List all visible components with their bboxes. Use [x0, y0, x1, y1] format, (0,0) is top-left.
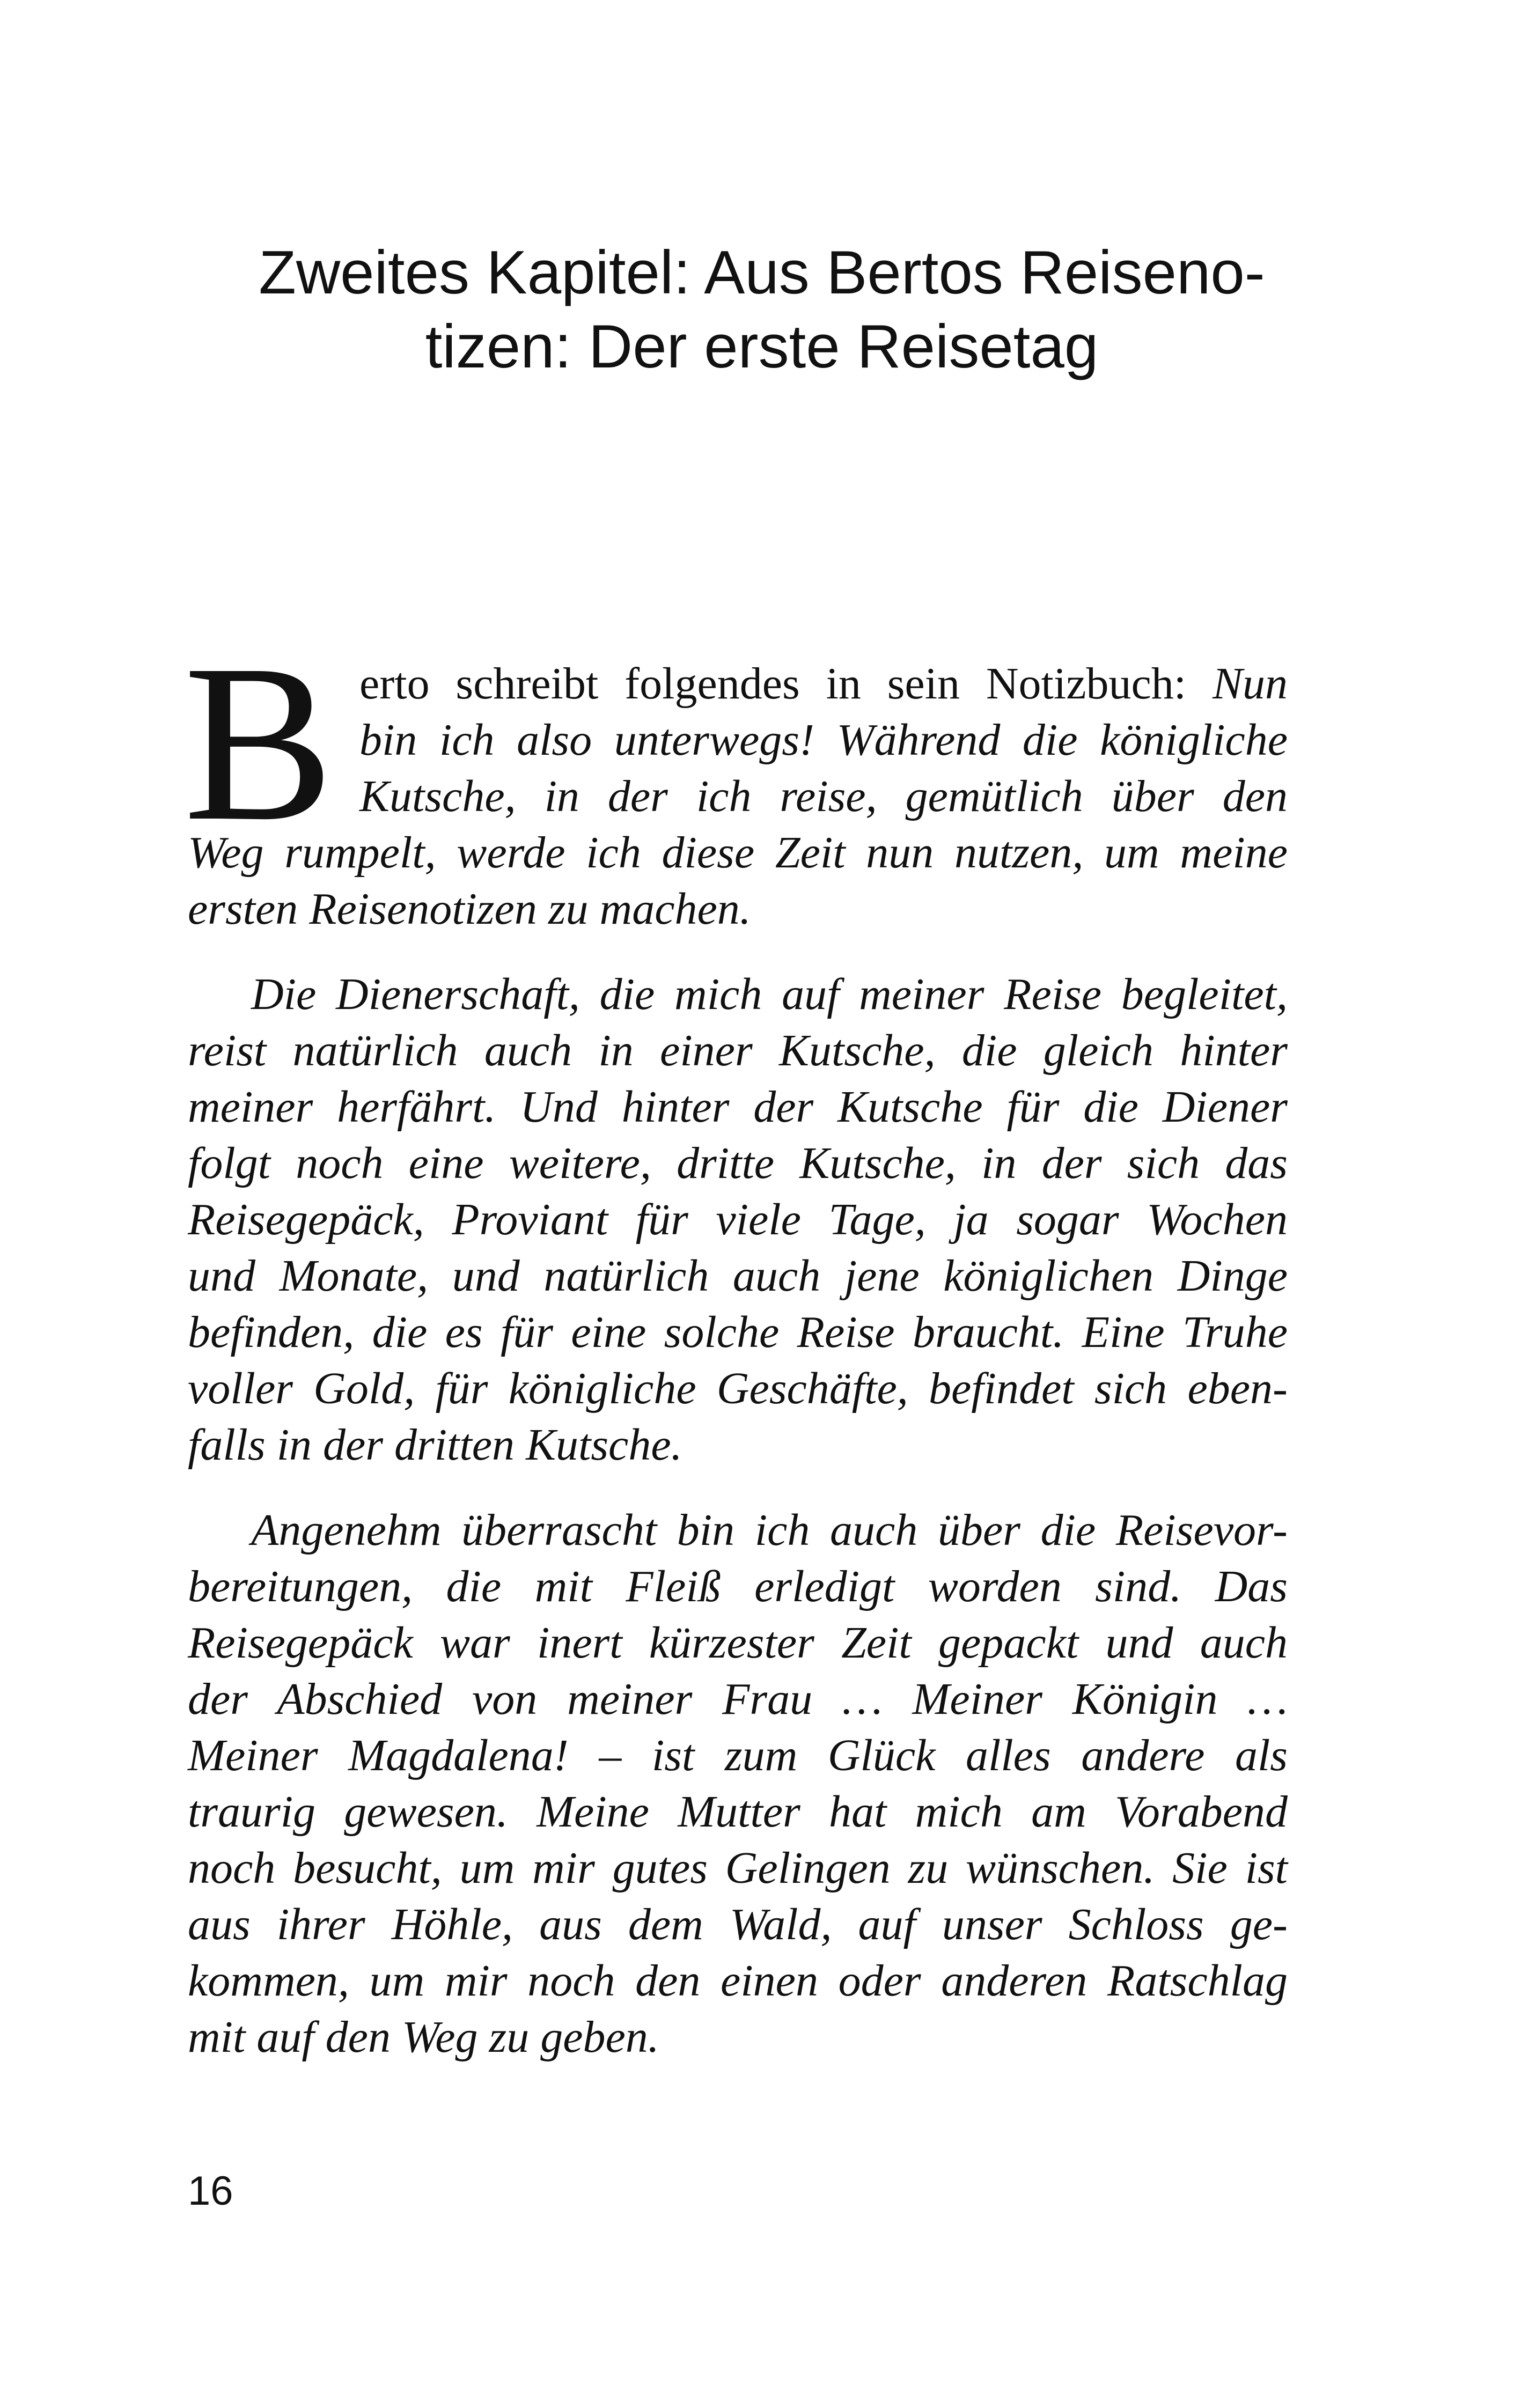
paragraph-1-line-2: bin ich also unterwegs! Während die königliche: [359, 715, 1288, 765]
paragraph-3-line: der Abschied von meiner Frau … Meiner Königin …: [188, 1674, 1288, 1724]
paragraph-1-line-1-normal: erto schreibt folgendes in sein Notizbuch:: [359, 659, 1213, 709]
paragraph-1: [183, 618, 1288, 937]
page-number: 16: [188, 2168, 233, 2214]
paragraph-1-line-3: Kutsche, in der ich reise, gemütlich über den: [359, 771, 1288, 821]
chapter-body: [183, 618, 1288, 2094]
paragraph-2-line: voller Gold, für königliche Geschäfte, befindet sich eben-: [188, 1364, 1288, 1413]
paragraph-2-line: folgt noch eine weitere, dritte Kutsche, in der sich das: [188, 1138, 1288, 1188]
paragraph-1-line-1: [188, 656, 1288, 712]
paragraph-2-line: meiner herfährt. Und hinter der Kutsche für die Diener: [188, 1082, 1288, 1132]
paragraph-3-line: Angenehm überrascht bin ich auch über die Reisevor-: [251, 1505, 1288, 1555]
paragraph-2-line: falls in der dritten Kutsche.: [188, 1420, 682, 1470]
paragraph-3-line: bereitungen, die mit Fleiß erledigt worden sind. Das: [188, 1562, 1288, 1611]
paragraph-3-line: Reisegepäck war inert kürzester Zeit gepackt und auch: [188, 1618, 1288, 1668]
paragraph-2-line: Reisegepäck, Proviant für viele Tage, ja sogar Wochen: [188, 1195, 1288, 1244]
paragraph-1-line-4: Weg rumpelt, werde ich diese Zeit nun nutzen, um meine: [188, 828, 1288, 878]
paragraph-2-line: befinden, die es für eine solche Reise braucht. Eine Truhe: [188, 1307, 1288, 1357]
paragraph-3-line: traurig gewesen. Meine Mutter hat mich am Vorabend: [188, 1787, 1288, 1837]
paragraph-3-line: aus ihrer Höhle, aus dem Wald, auf unser Schloss ge-: [188, 1899, 1288, 1949]
paragraph-3: [188, 1502, 1288, 2065]
paragraph-2-line: und Monate, und natürlich auch jene königlichen Dinge: [188, 1251, 1288, 1301]
chapter-title: [188, 236, 1336, 384]
chapter-title-line-2: tizen: Der erste Reisetag: [425, 313, 1099, 381]
chapter-title-line-1: Zweites Kapitel: Aus Bertos Reiseno-: [259, 239, 1265, 307]
paragraph-3-line: noch besucht, um mir gutes Gelingen zu wünschen. Sie ist: [188, 1843, 1288, 1893]
paragraph-2-line: reist natürlich auch in einer Kutsche, die gleich hinter: [188, 1026, 1288, 1076]
paragraph-3-line: kommen, um mir noch den einen oder anderen Ratschlag: [188, 1956, 1288, 2006]
paragraph-2: [188, 966, 1288, 1473]
paragraph-2-line: Die Dienerschaft, die mich auf meiner Reise begleitet,: [251, 969, 1288, 1019]
paragraph-3-line: mit auf den Weg zu geben.: [188, 2012, 659, 2062]
drop-cap: B: [183, 618, 334, 867]
paragraph-3-line: Meiner Magdalena! – ist zum Glück alles andere als: [188, 1730, 1288, 1780]
paragraph-1-line-1-italic: Nun: [1212, 659, 1288, 709]
paragraph-1-line-5: ersten Reisenotizen zu machen.: [188, 884, 751, 934]
